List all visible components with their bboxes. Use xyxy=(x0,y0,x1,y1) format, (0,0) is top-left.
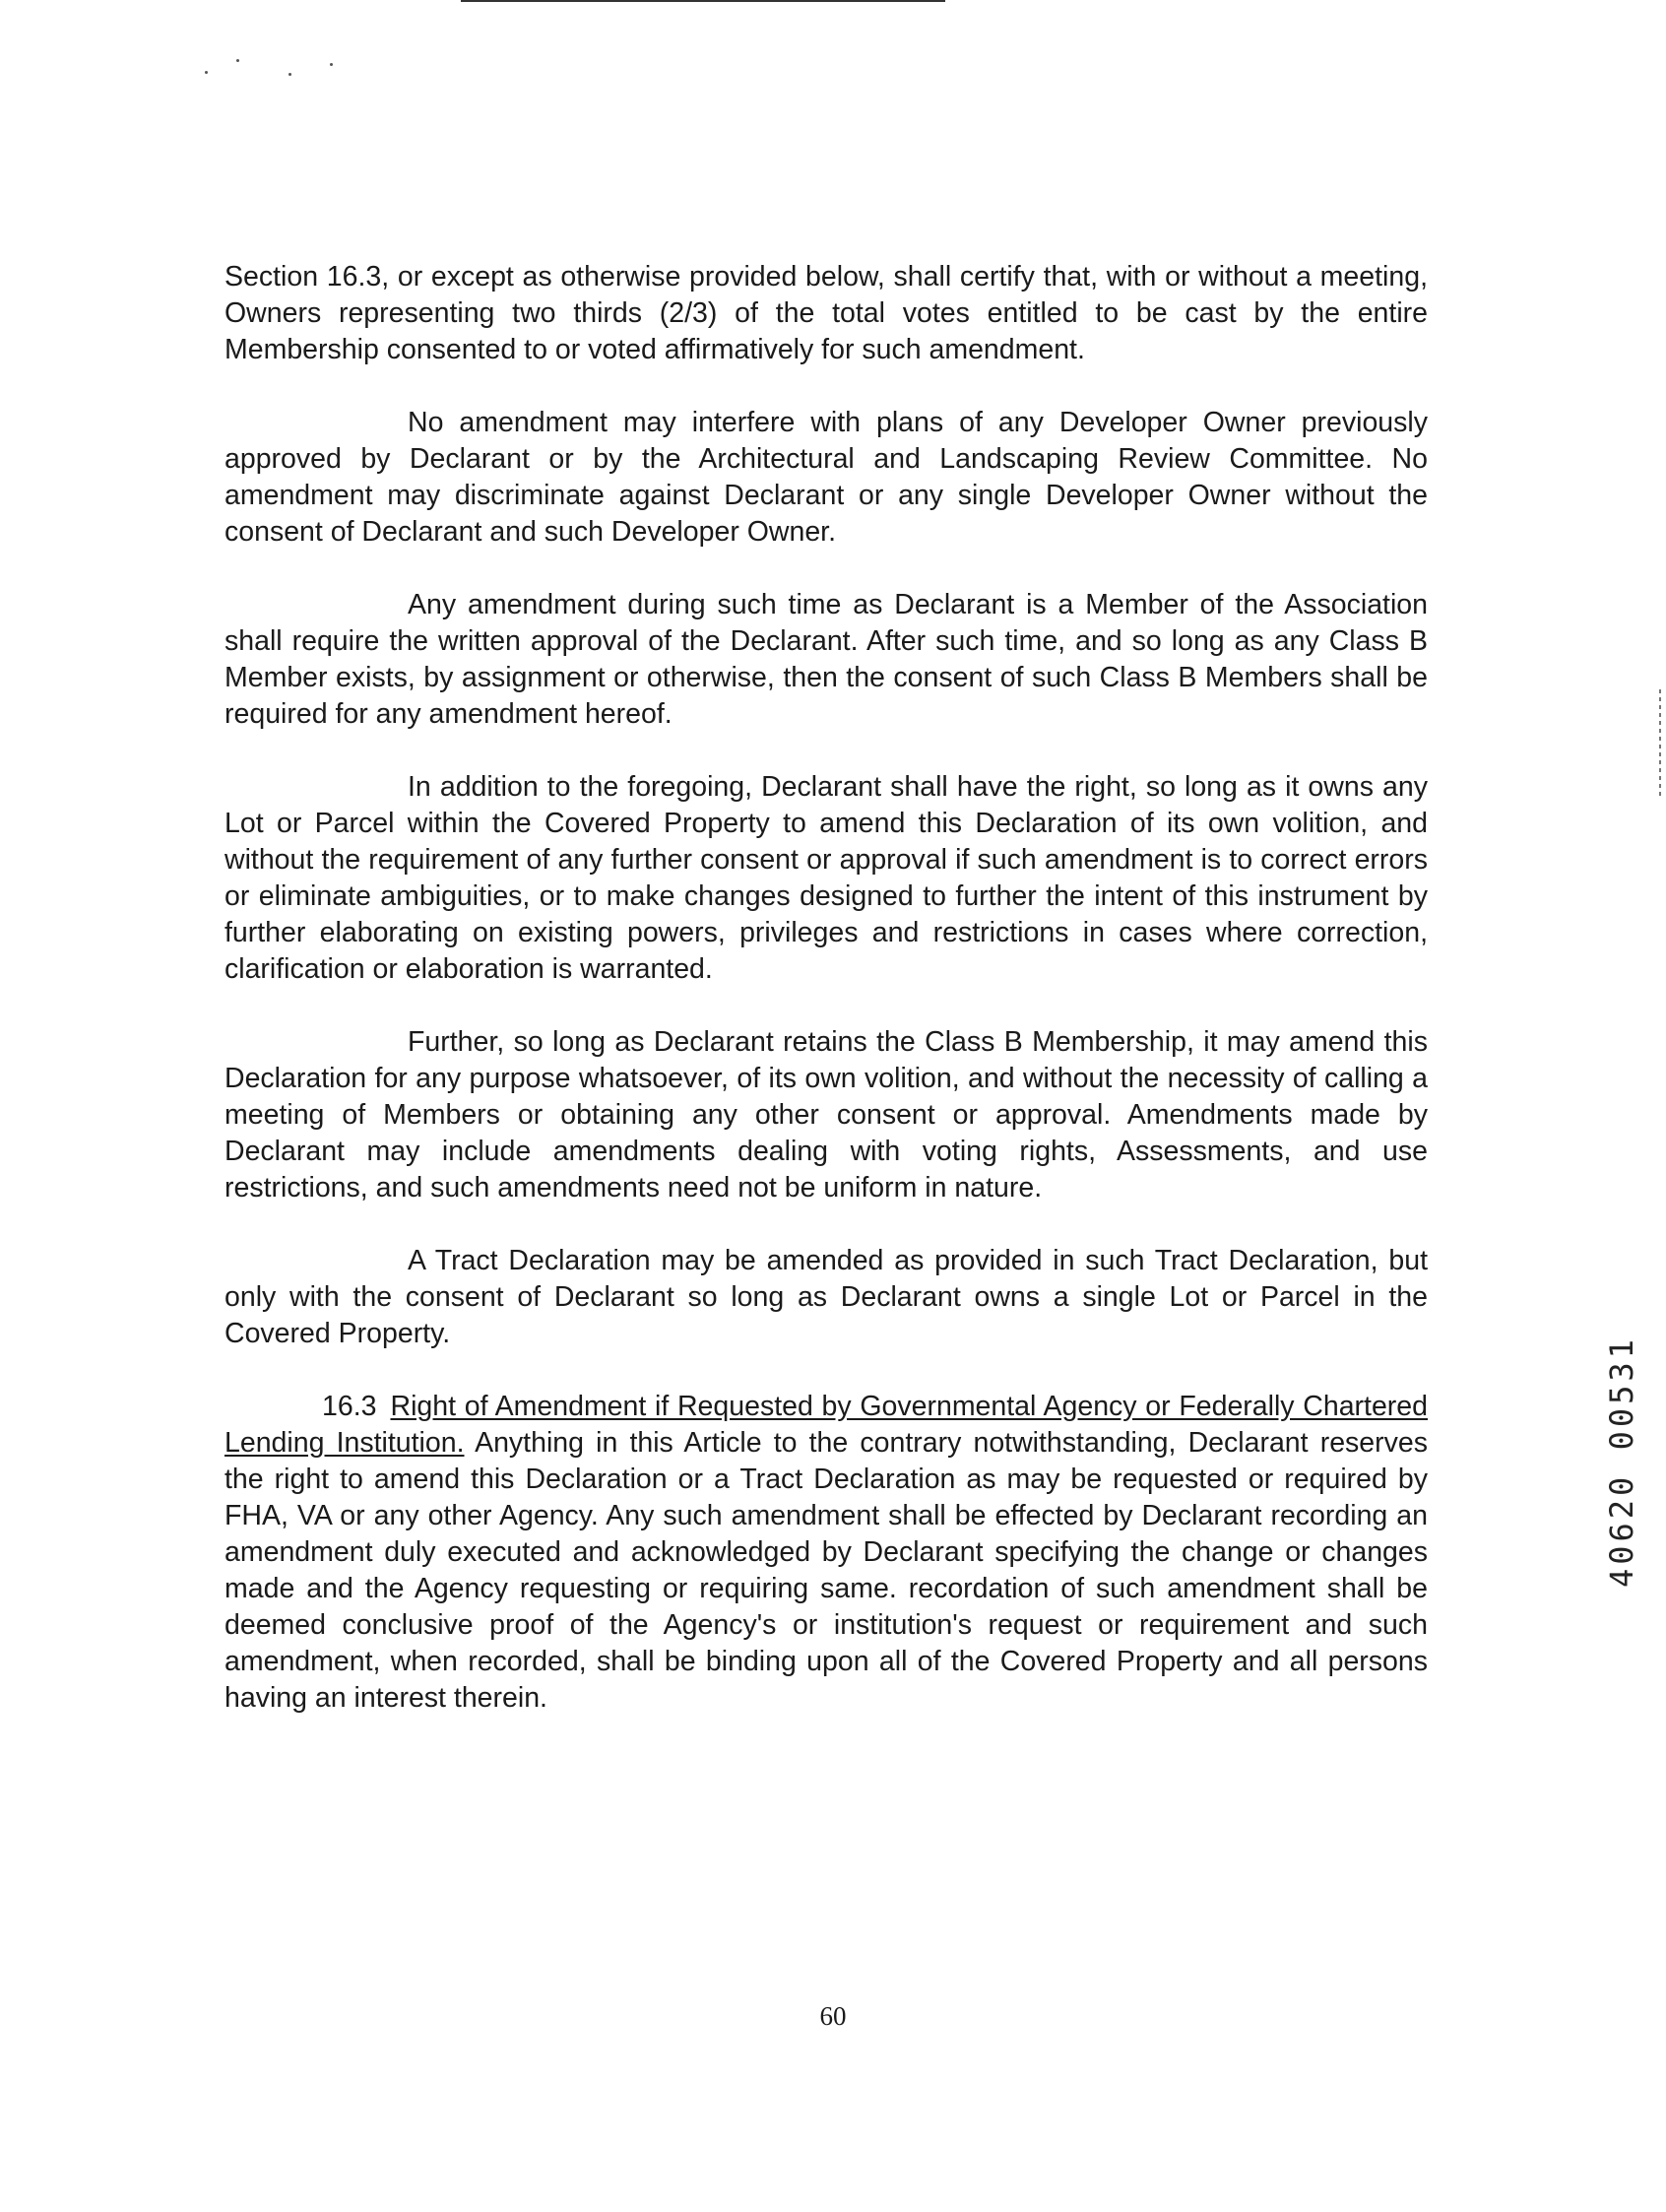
section-number: 16.3 xyxy=(322,1391,377,1422)
paragraph-declarant-right: In addition to the foregoing, Declarant shall have the right, so long as it owns any Lot or Parcel within the Covered Property to amend this Declaration of its own volition, and without the requirement of any further consent or approval if such amendment is to correct errors or eliminate ambiguities, or to make changes designed to further the intent of this instrument by further elaborating on existing powers, privileges and restrictions in cases where correction, clarification or elaboration is warranted. xyxy=(224,771,1428,985)
paragraph-declarant-approval: Any amendment during such time as Declarant is a Member of the Association shall require the written approval of the Declarant. After such time, and so long as any Class B Member exists, by assignment or otherwise, then the consent of such Class B Members shall be required for any amendment hereof. xyxy=(224,589,1428,730)
paragraph-developer-owner: No amendment may interfere with plans of any Developer Owner previously approved by Declarant or by the Architectural and Landscaping Review Committee. No amendment may discriminate against Declarant or any single Developer Owner without the consent of Declarant and such Developer Owner. xyxy=(224,407,1428,548)
top-rule xyxy=(461,0,945,2)
scan-speck xyxy=(330,63,333,66)
scan-speck xyxy=(288,73,291,76)
recording-stamp: 40620 00531 xyxy=(1603,1335,1640,1588)
paragraph-continuation: Section 16.3, or except as otherwise provided below, shall certify that, with or without a meeting, Owners representing two thirds (2/3) of the total votes entitled to be cast by the entire Membership consented to or voted affirmatively for such amendment. xyxy=(224,261,1428,365)
paragraph-tract-declaration: A Tract Declaration may be amended as provided in such Tract Declaration, but only with the consent of Declarant so long as Declarant owns a single Lot or Parcel in the Covered Property. xyxy=(224,1245,1428,1349)
scan-speck xyxy=(236,59,239,62)
scan-speck xyxy=(205,71,208,74)
section-16-3 xyxy=(224,1389,1428,1717)
section-body: Anything in this Article to the contrary notwithstanding, Declarant reserves the right to amend this Declaration or a Tract Declaration as may be requested or required by FHA, VA or any other Agency. Any such amendment shall be effected by Declarant recording an amendment duly executed and acknowledged by Declarant specifying the change or changes made and the Agency requesting or requiring same. recordation of such amendment shall be deemed conclusive proof of the Agency's or institution's request or requirement and such amendment, when recorded, shall be binding upon all of the Covered Property and all persons having an interest therein. xyxy=(224,1427,1429,1714)
document-body xyxy=(224,259,1428,1753)
page-number: 60 xyxy=(819,2001,847,2031)
paragraph-class-b-membership: Further, so long as Declarant retains the Class B Membership, it may amend this Declaration for any purpose whatsoever, of its own volition, and without the necessity of calling a meeting of Members or obtaining any other consent or approval. Amendments made by Declarant may include amendments dealing with voting rights, Assessments, and use restrictions, and such amendments need not be uniform in nature. xyxy=(224,1026,1428,1204)
section-heading: Right of Amendment if Requested by Governmental Agency or Federally Chartered Lending Institution. xyxy=(224,1391,1428,1459)
scan-edge-mark xyxy=(1659,689,1661,798)
